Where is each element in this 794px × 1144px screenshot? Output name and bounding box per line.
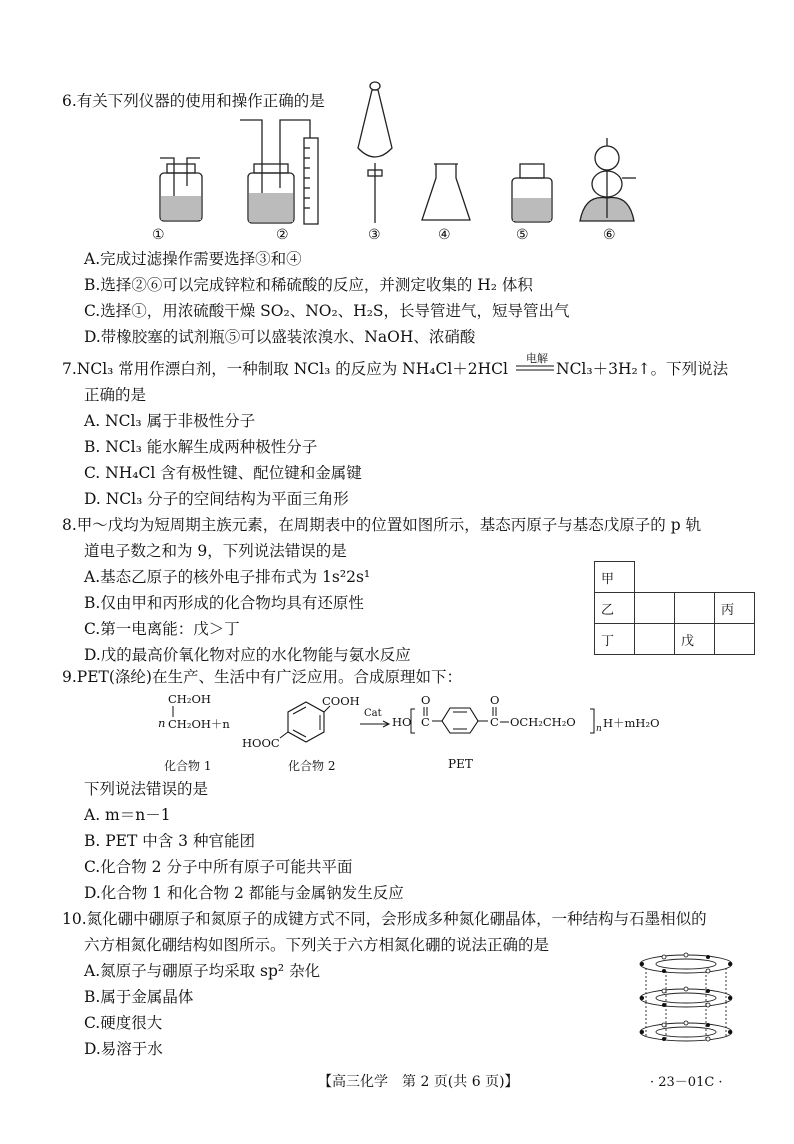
apparatus-5-reagent-bottle: [512, 164, 552, 222]
q7-stem-part2: NCl₃＋3H₂↑。下列说法: [556, 360, 729, 378]
q6-option-a: A.完成过滤操作需要选择③和④: [84, 250, 302, 268]
q7-option-b: B. NCl₃ 能水解生成两种极性分子: [84, 438, 318, 456]
q9-sub-stem: 下列说法错误的是: [84, 780, 209, 798]
q10-option-d: D.易溶于水: [84, 1040, 163, 1058]
apparatus-label-2: ②: [276, 227, 289, 243]
cell-empty: [635, 624, 675, 655]
compound1-n-prefix: n: [158, 716, 166, 730]
q8-stem-part1: 8.甲～戊均为短周期主族元素，在周期表中的位置如图所示，基态丙原子与基态戊原子的 p 轨: [62, 516, 702, 534]
pet-repeat-unit-tail: OCH₂CH₂O: [510, 715, 576, 729]
q8-option-c: C.第一电离能：戊＞丁: [84, 620, 240, 638]
apparatus-figure: [140, 78, 660, 233]
apparatus-label-1: ①: [152, 227, 165, 243]
apparatus-3-separatory-funnel: [358, 82, 392, 223]
pet-bracket-left: [410, 708, 416, 734]
apparatus-label-3: ③: [368, 227, 381, 243]
q9-option-c: C.化合物 2 分子中所有原子可能共平面: [84, 858, 353, 876]
q7-equals-sign: [516, 364, 556, 372]
pet-carbon-1: C: [421, 715, 430, 729]
pet-carbonyl-o2: O: [490, 693, 500, 707]
pet-carbon-2: C: [490, 715, 499, 729]
q8-option-d: D.戊的最高价氧化物对应的水化物能与氨水反应: [84, 646, 411, 664]
cell-empty: [675, 593, 715, 624]
q8-option-b: B.仅由甲和丙形成的化合物均具有还原性: [84, 594, 364, 612]
apparatus-4-conical-flask: [422, 164, 470, 220]
label-compound-2: 化合物 2: [288, 759, 336, 773]
q8-stem-part2: 道电子数之和为 9，下列说法错误的是: [84, 542, 347, 560]
compound2-hooc: HOOC: [242, 736, 280, 750]
compound1-ch2oh-bottom: CH₂OH＋n: [168, 717, 230, 731]
reaction-arrow: [360, 720, 392, 728]
apparatus-1-washing-bottle: [160, 158, 202, 221]
q7-option-a: A. NCl₃ 属于非极性分子: [84, 412, 256, 430]
q7-stem-part1: 7.NCl₃ 常用作漂白剂，一种制取 NCl₃ 的反应为 NH₄Cl＋2HCl: [62, 360, 508, 378]
compound1-ch2oh-top: CH₂OH: [168, 692, 211, 706]
apparatus-label-6: ⑥: [603, 227, 616, 243]
q7-stem-part3: 正确的是: [84, 386, 147, 404]
pet-ho-prefix: HO: [392, 715, 412, 729]
pet-product-tail: H＋mH₂O: [603, 716, 660, 730]
cell-yi: 乙: [595, 593, 635, 624]
catalyst-label: Cat: [364, 708, 382, 719]
q10-option-c: C.硬度很大: [84, 1014, 163, 1032]
apparatus-label-4: ④: [438, 227, 451, 243]
label-compound-1: 化合物 1: [164, 759, 212, 773]
cell-jia: 甲: [595, 562, 635, 593]
footer-exam-code: · 23－01C ·: [650, 1075, 723, 1090]
cell-wu: 戊: [675, 624, 715, 655]
q9-option-b: B. PET 中含 3 种官能团: [84, 832, 255, 850]
q7-option-d: D. NCl₃ 分子的空间结构为平面三角形: [84, 490, 349, 508]
q7-condition: 电解: [526, 352, 548, 365]
apparatus-6-kipp-generator: [580, 138, 636, 221]
periodic-table-fragment: [594, 561, 755, 655]
q8-option-a: A.基态乙原子的核外电子排布式为 1s²2s¹: [84, 568, 371, 586]
q9-option-a: A. m＝n－1: [84, 806, 171, 824]
cell-bing: 丙: [715, 593, 755, 624]
q6-option-d: D.带橡胶塞的试剂瓶⑤可以盛装浓溴水、NaOH、浓硝酸: [84, 328, 476, 346]
cell-empty: [635, 593, 675, 624]
pet-carbonyl-o1: O: [421, 693, 431, 707]
q6-option-b: B.选择②⑥可以完成锌粒和稀硫酸的反应，并测定收集的 H₂ 体积: [84, 276, 533, 294]
q9-option-d: D.化合物 1 和化合物 2 都能与金属钠发生反应: [84, 884, 404, 902]
q9-stem: 9.PET(涤纶)在生产、生活中有广泛应用。合成原理如下：: [62, 668, 462, 686]
compound2-cooh: COOH: [322, 694, 360, 708]
q10-option-b: B.属于金属晶体: [84, 988, 194, 1006]
q10-option-a: A.氮原子与硼原子均采取 sp² 杂化: [84, 962, 321, 980]
footer-page-info: 【高三化学 第 2 页(共 6 页)】: [318, 1074, 519, 1090]
label-pet: PET: [448, 757, 473, 771]
q6-option-c: C.选择①，用浓硫酸干燥 SO₂、NO₂、H₂S，长导管进气，短导管出气: [84, 302, 570, 320]
apparatus-label-5: ⑤: [516, 227, 529, 243]
q10-stem-part1: 10.氮化硼中硼原子和氮原子的成键方式不同，会形成多种氮化硼晶体，一种结构与石墨相似的: [62, 910, 707, 928]
cell-empty: [715, 624, 755, 655]
q10-stem-part2: 六方相氮化硼结构如图所示。下列关于六方相氮化硼的说法正确的是: [84, 936, 550, 954]
pet-bracket-right: [589, 708, 595, 734]
q7-option-c: C. NH₄Cl 含有极性键、配位键和金属键: [84, 464, 362, 482]
cell-ding: 丁: [595, 624, 635, 655]
q6-stem: 6.有关下列仪器的使用和操作正确的是: [62, 92, 325, 110]
pet-benzene: [432, 704, 492, 734]
apparatus-2-bottle-burette: [240, 120, 318, 224]
hexagonal-bn-structure: [636, 950, 736, 1050]
pet-n-subscript: n: [596, 724, 602, 734]
pet-bond-c2: [500, 721, 510, 725]
